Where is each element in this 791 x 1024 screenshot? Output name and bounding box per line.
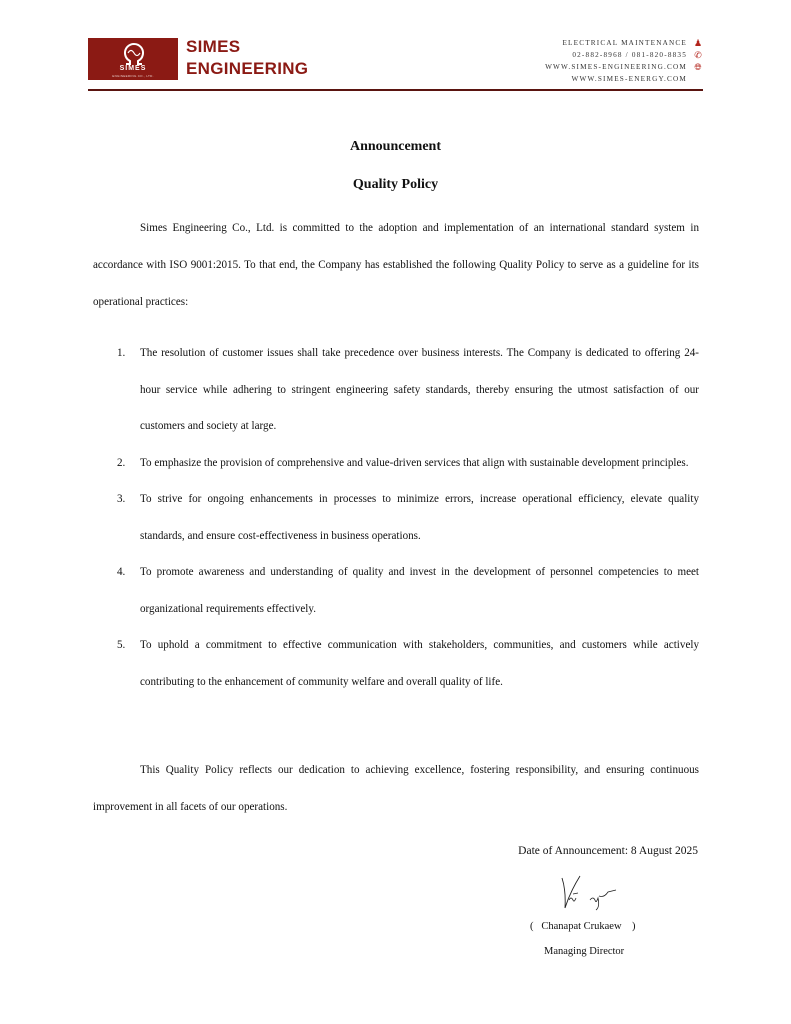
- worker-icon: ♟: [693, 38, 703, 48]
- globe-icon: 🌐︎: [694, 62, 702, 72]
- policy-list: [93, 335, 699, 700]
- brand-name: [186, 36, 308, 80]
- website-2-link[interactable]: WWW.SIMES-ENERGY.COM: [571, 75, 687, 83]
- policy-number: 4.: [117, 566, 126, 578]
- contact-phone-text: 02-882-8968 / 081-820-8835: [572, 51, 687, 59]
- contact-service: [545, 37, 703, 49]
- policy-text: To strive for ongoing enhancements in processes to minimize errors, increase operational efficiency, elevate quality standards, and ensure cost-effectiveness in business operations.: [140, 493, 699, 542]
- policy-text: To uphold a commitment to effective communication with stakeholders, communities, and customers while actively contributing to the enhancement of community welfare and overall quality of life.: [140, 639, 699, 688]
- policy-item-2: [93, 445, 699, 482]
- policy-number: 5.: [117, 639, 126, 651]
- website-1-link[interactable]: WWW.SIMES-ENGINEERING.COM: [545, 63, 687, 71]
- brand-line-1: SIMES: [186, 37, 241, 56]
- contact-service-text: ELECTRICAL MAINTENANCE: [562, 39, 687, 47]
- policy-text: To emphasize the provision of comprehensive and value-driven services that align with sustainable development principles.: [140, 456, 689, 469]
- logo-text: SIMES: [119, 65, 147, 72]
- policy-text: The resolution of customer issues shall take precedence over business interests. The Company is dedicated to offering 24-hour service while adhering to stringent engineering safety standards, thereby ensuring the utmost satisfaction of our customers and society at large.: [140, 347, 699, 432]
- contact-info: [545, 37, 703, 85]
- logo-subtext: ENGINEERING CO., LTD.: [112, 74, 154, 78]
- contact-website-2: [545, 73, 703, 85]
- policy-number: 3.: [117, 493, 126, 505]
- policy-item-4: [93, 554, 699, 627]
- policy-item-1: [93, 335, 699, 445]
- closing-paragraph: This Quality Policy reflects our dedication to achieving excellence, fostering responsibility, and ensuring continuous improvement in all facets of our operations.: [93, 764, 699, 813]
- signer-name: ( Chanapat Crukaew ): [530, 921, 636, 932]
- phone-icon: ✆: [694, 50, 702, 60]
- header-divider: [88, 89, 703, 91]
- policy-item-5: [93, 627, 699, 700]
- announcement-date: Date of Announcement: 8 August 2025: [518, 845, 698, 857]
- document-subheading: Quality Policy: [352, 177, 439, 192]
- policy-number: 2.: [117, 456, 126, 469]
- company-logo: [88, 38, 178, 80]
- intro-paragraph: Simes Engineering Co., Ltd. is committed to the adoption and implementation of an international standard system in accordance with ISO 9001:2015. To that end, the Company has established the following Quality Policy to serve as a guideline for its operational practices:: [93, 222, 699, 308]
- policy-item-3: [93, 481, 699, 554]
- contact-phone: [545, 49, 703, 61]
- policy-text: To promote awareness and understanding of quality and invest in the development of personnel competencies to meet organizational requirements effectively.: [140, 566, 699, 615]
- brand-line-2: ENGINEERING: [186, 59, 309, 78]
- signature-icon: [560, 872, 625, 912]
- document-heading: Announcement: [349, 139, 441, 154]
- omega-wave-logo-icon: [121, 42, 147, 66]
- contact-website-1: [545, 61, 703, 73]
- policy-number: 1.: [117, 347, 126, 359]
- letterhead: [88, 36, 703, 91]
- signer-title: Managing Director: [544, 946, 625, 957]
